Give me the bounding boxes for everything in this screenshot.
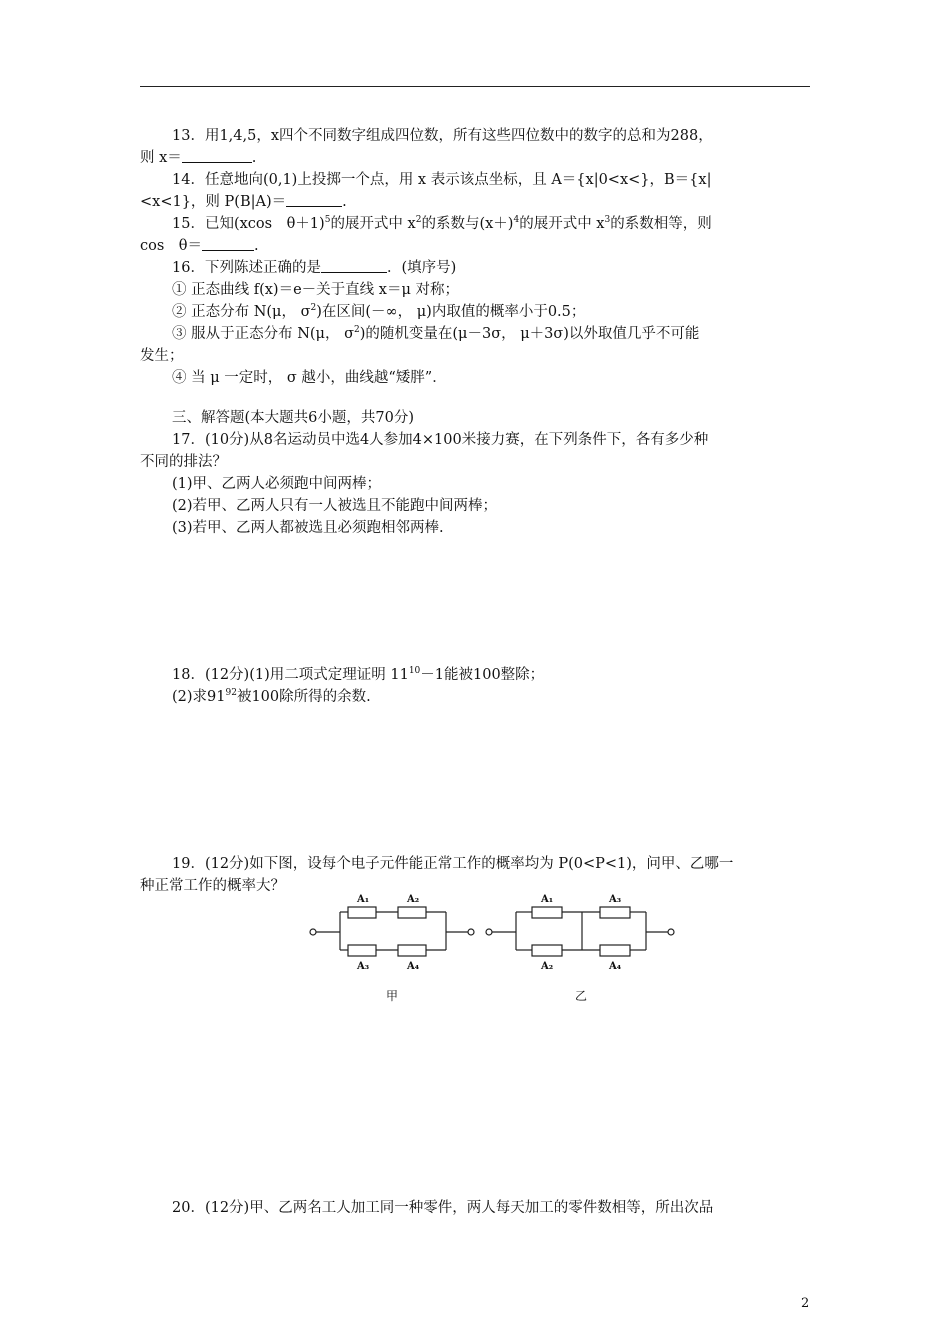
label-a3: A₃ [357,961,370,972]
page-number: 2 [801,1296,810,1311]
terminal [310,929,316,935]
q18-line1: 18．(12分)(1)用二项式定理证明 $11^{10}-1$能被100整除； [172,666,545,683]
answer-blank [182,150,252,163]
resistor [532,907,562,918]
label-a3: A₃ [609,894,622,905]
resistor [532,945,562,956]
label-a4: A₄ [609,961,622,972]
q15-line2: cos θ＝ . [140,238,259,254]
q17-line1: 17．(10分)从8名运动员中选4人参加4×100米接力赛，在下列条件下，各有多少种 [172,432,709,448]
circuit-diagrams [0,890,950,1010]
resistor [600,945,630,956]
resistor [398,907,426,918]
resistor [600,907,630,918]
resistor [398,945,426,956]
answer-blank [321,260,387,273]
label-a4: A₄ [407,961,420,972]
label-a1: A₁ [541,894,554,905]
q19-line1: 19．(12分)如下图，设每个电子元件能正常工作的概率均为 P(0<P<1)，问甲、乙哪一 [172,856,734,872]
q20-line1: 20．(12分)甲、乙两名工人加工同一种零件，两人每天加工的零件数相等，所出次品 [172,1200,714,1216]
q16-item4: ④ 当 μ 一定时， σ 越小，曲线越“矮胖”． [172,370,447,386]
q16-item2: ② 正态分布 N(μ， $\sigma^2$)在区间(－∞， μ)内取值的概率小于0.5； [172,303,586,320]
q17-sub1: (1)甲、乙两人必须跑中间两棒； [172,476,382,492]
q13-line2: 则 x＝ . [140,150,257,166]
terminal [486,929,492,935]
resistor [348,907,376,918]
circuit-jia [310,907,474,956]
q17-line2: 不同的排法？ [140,454,227,470]
section-heading: 三、解答题(本大题共6小题，共70分) [172,410,414,426]
q16-item3-cont: 发生； [140,348,184,364]
q19-line2: 种正常工作的概率大？ [140,878,285,894]
q16-item3: ③ 服从于正态分布 N(μ， $\sigma^2$)的随机变量在(μ－3σ， μ＋3σ)以外取值几乎不可能 [172,325,700,342]
label-a2: A₂ [541,961,554,972]
q14-line2: <x<1}，则 P(B|A)＝ . [140,194,347,210]
circuit-yi [486,907,674,956]
q14-line1: 14．任意地向(0,1)上投掷一个点，用 x 表示该点坐标，且 A＝{x|0<x<}，B＝{x| [172,172,712,188]
label-a2: A₂ [407,894,420,905]
q18-line2: (2)求$91^{92}$被100除所得的余数. [172,688,371,705]
caption-jia: 甲 [386,989,399,1003]
resistor [348,945,376,956]
terminal [668,929,674,935]
terminal [468,929,474,935]
answer-blank [286,194,342,207]
q17-sub3: (3)若甲、乙两人都被选且必须跑相邻两棒. [172,520,444,536]
q15-line1: 15．已知(xcos θ＋1)$^5$的展开式中 $x^2$的系数与$(x+)^4$的展开式中 $x^3$的系数相等，则 [172,215,712,232]
q16-item1: ① 正态曲线 f(x)＝e－关于直线 x＝μ 对称； [172,282,459,298]
answer-blank [202,238,254,251]
caption-yi: 乙 [575,989,588,1003]
label-a1: A₁ [357,894,370,905]
header-rule [140,86,810,87]
q17-sub2: (2)若甲、乙两人只有一人被选且不能跑中间两棒； [172,498,498,514]
q16-line1: 16．下列陈述正确的是 ．(填序号) [172,260,457,276]
q13-line1: 13．用1,4,5，x四个不同数字组成四位数，所有这些四位数中的数字的总和为288， [172,128,713,144]
